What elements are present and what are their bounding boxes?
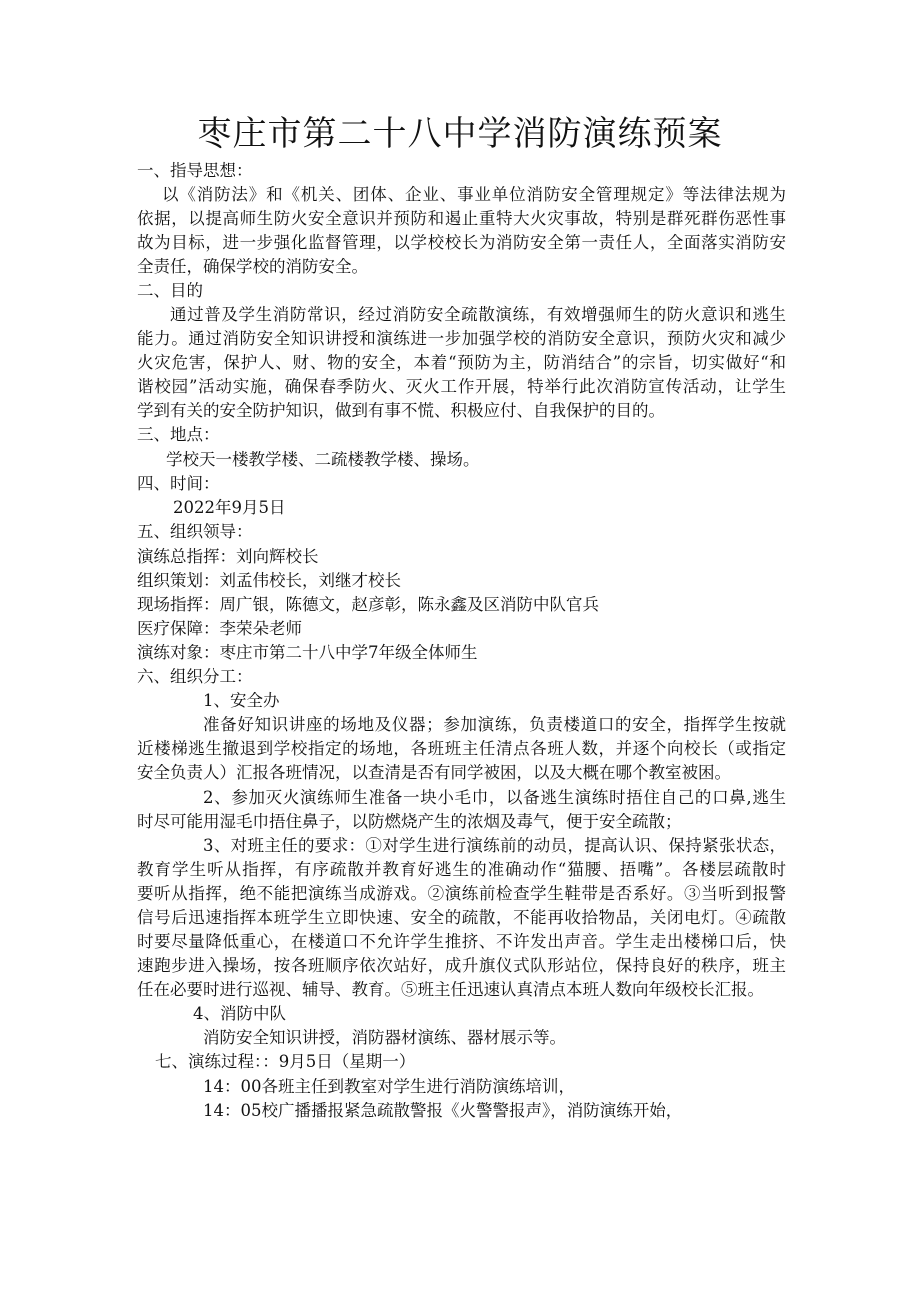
paragraph-line: 学到有关的安全防护知识，做到有事不慌、积极应付、自我保护的目的。 [137,401,665,420]
paragraph-line: 教育学生听从指挥，有序疏散并教育好逃生的准确动作“猫腰、捂嘴”。各楼层疏散时 [137,860,786,879]
paragraph-line: 信号后迅速指挥本班学生立即快速、安全的疏散，不能再收拾物品，关闭电灯。④疏散 [137,908,786,927]
paragraph-line: 安全负责人）汇报各班情况，以查清是否有同学被困，以及大概在哪个教室被困。 [137,763,731,782]
leader-planning: 组织策划：刘孟伟校长，刘继才校长 [137,571,401,590]
subsection-fire-brigade: 4、消防中队 [193,1004,286,1023]
section-heading-purpose: 二、目的 [137,281,203,300]
drill-target: 演练对象：枣庄市第二十八中学7年级全体师生 [137,643,478,662]
leader-onsite: 现场指挥：周广银，陈德文，赵彦彰，陈永鑫及区消防中队官兵 [137,595,599,614]
date-text: 2022年9月5日 [173,498,286,517]
paragraph-line: 故为目标，进一步强化监督管理，以学校校长为消防安全第一责任人，全面落实消防安 [137,233,786,252]
section-heading-division: 六、组织分工： [137,667,253,686]
section-heading-process: 七、演练过程：：9月5日（星期一） [155,1052,416,1071]
section-heading-guiding-thought: 一、指导思想： [137,161,253,180]
paragraph-line: 时要尽量降低重心，在楼道口不允许学生推挤、不许发出声音。学生走出楼梯口后，快 [137,932,786,951]
paragraph-line: 能力。通过消防安全知识讲授和演练进一步加强学校的消防安全意识，预防火灾和减少 [137,329,786,348]
paragraph-line: 近楼梯逃生撤退到学校指定的场地，各班班主任清点各班人数，并逐个向校长（或指定 [137,739,786,758]
paragraph-line: 火灾危害，保护人、财、物的安全，本着“预防为主，防消结合”的宗旨，切实做好“和 [137,353,786,372]
paragraph-line: 3、对班主任的要求：①对学生进行演练前的动员，提高认识、保持紧张状态， [203,836,786,855]
section-heading-location: 三、地点： [137,425,220,444]
paragraph-line: 谐校园”活动实施，确保春季防火、灭火工作开展，特举行此次消防宣传活动，让学生 [137,377,786,396]
paragraph-line: 通过普及学生消防常识，经过消防安全疏散演练，有效增强师生的防火意识和逃生 [170,305,786,324]
section-heading-time: 四、时间： [137,474,220,493]
paragraph-line: 2、参加灭火演练师生准备一块小毛巾，以备逃生演练时捂住自己的口鼻,逃生 [203,788,786,807]
paragraph-line: 任在必要时进行巡视、辅导、教育。⑤班主任迅速认真清点本班人数向年级校长汇报。 [137,980,764,999]
paragraph-line: 消防安全知识讲授，消防器材演练、器材展示等。 [203,1028,566,1047]
document-title: 枣庄市第二十八中学消防演练预案 [197,114,723,154]
paragraph-line: 时尽可能用湿毛巾捂住鼻子，以防燃烧产生的浓烟及毒气，便于安全疏散； [137,812,682,831]
paragraph-line: 以《消防法》和《机关、团体、企业、事业单位消防安全管理规定》等法律法规为 [162,185,786,204]
subsection-safety-office: 1、安全办 [203,691,280,710]
location-text: 学校天一楼教学楼、二疏楼教学楼、操场。 [166,450,480,469]
paragraph-line: 要听从指挥，绝不能把演练当成游戏。②演练前检查学生鞋带是否系好。③当听到报警 [137,884,786,903]
leader-medical: 医疗保障：李荣朵老师 [137,619,302,638]
process-step: 14：05校广播播报紧急疏散警报《火警警报声》，消防演练开始， [203,1101,683,1120]
section-heading-leadership: 五、组织领导： [137,522,253,541]
paragraph-line: 依据，以提高师生防火安全意识并预防和遏止重特大火灾事故，特别是群死群伤恶性事 [137,209,786,228]
leader-commander: 演练总指挥：刘向辉校长 [137,547,319,566]
paragraph-line: 速跑步进入操场，按各班顺序依次站好，成升旗仪式队形站位，保持良好的秩序，班主 [137,956,786,975]
process-step: 14：00各班主任到教室对学生进行消防演练培训， [203,1077,575,1096]
paragraph-line: 全责任，确保学校的消防安全。 [137,257,368,276]
paragraph-line: 准备好知识讲座的场地及仪器；参加演练，负责楼道口的安全，指挥学生按就 [203,715,786,734]
